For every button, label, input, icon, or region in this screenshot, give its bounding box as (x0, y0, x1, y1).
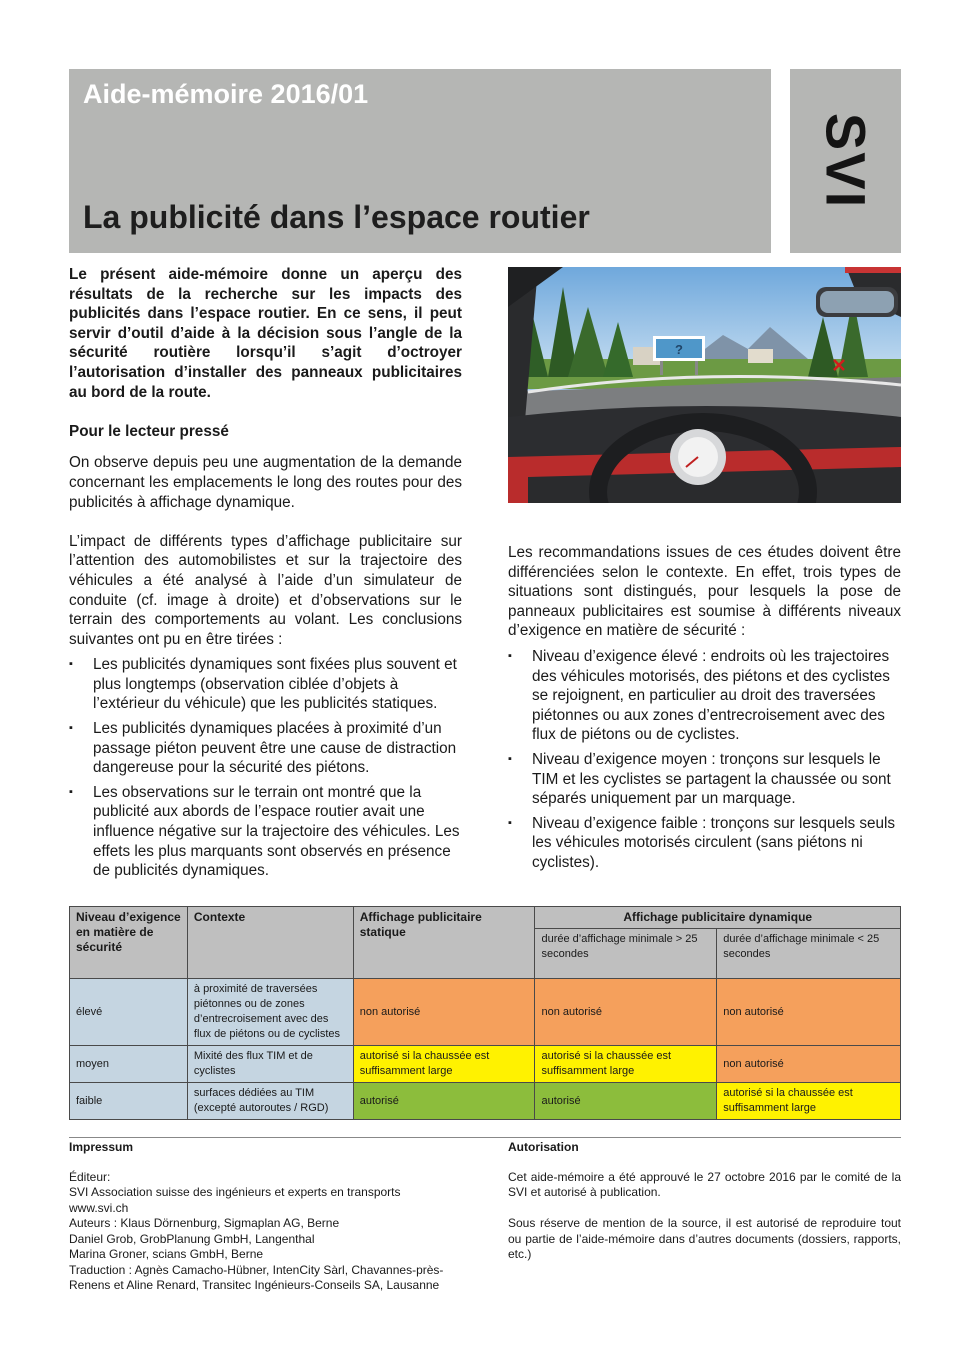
page-title: La publicité dans l’espace routier (83, 199, 590, 235)
dyn-long-cell: autorisé si la chaussée est suffisamment large (535, 1046, 717, 1083)
table-header-row (70, 907, 901, 929)
intro-paragraph: On observe depuis peu une augmentation de la demande concernant les emplacements le long des routes pour des publicités à affichage dynamique. (69, 454, 462, 511)
requirement-levels-list (508, 647, 901, 873)
impressum-section (69, 1140, 469, 1294)
right-column (508, 543, 901, 878)
header-context: Contexte (187, 907, 353, 979)
autorisation-heading: Autorisation (508, 1140, 579, 1154)
list-item: ▪ Les observations sur le terrain ont montré que la publicité aux abords de l’espace routier avait une influence négative sur la trajectoire des véhicules. Les effets les plus marquants sont observés en présence de publicités dynamiques. (69, 783, 462, 881)
svi-logo (790, 69, 901, 253)
static-cell: autorisé si la chaussée est suffisamment large (353, 1046, 535, 1083)
impressum-line: SVI Association suisse des ingénieurs et experts en transports (69, 1185, 401, 1199)
left-column (69, 265, 462, 886)
impressum-line: Auteurs : Klaus Dörnenburg, Sigmaplan AG, Berne (69, 1216, 340, 1230)
list-item: ▪ Niveau d’exigence faible : tronçons sur lesquels seuls les véhicules motorisés circulent (sans piétons ni cyclistes). (508, 814, 901, 873)
lead-paragraph: Le présent aide-mémoire donne un aperçu des résultats de la recherche sur les impacts des publicités dans l’espace routier. En ce sens, il peut servir d’outil d’aide à la décision sous l’angle de la sécurité routière lorsqu’il s’agit d’octroyer l’autorisation d’installer des panneaux publicitaires au bord de la route. (69, 266, 462, 401)
header-dyn-long: durée d’affichage minimale > 25 secondes (535, 929, 717, 979)
simulator-scene (508, 267, 901, 503)
impressum-line: Daniel Grob, GrobPlanung GmbH, Langenthal (69, 1231, 315, 1246)
impressum-line: Traduction : Agnès Camacho-Hübner, IntenCity Sàrl, Chavannes-près-Renens et Aline Renard, Transitec Ingénieurs-Conseils SA, Lausanne (69, 1262, 444, 1292)
table-row (70, 1046, 901, 1083)
conclusions-list (69, 655, 462, 881)
autorisation-paragraph: Sous réserve de mention de la source, il est autorisé de reproduire tout ou partie de l’aide-mémoire dans d’autres documents (dossiers, rapports, etc.) (508, 1216, 901, 1261)
level-cell: élevé (70, 979, 188, 1046)
advertising-rules-table (69, 906, 901, 1120)
header-static: Affichage publicitaire statique (353, 907, 535, 979)
divider (69, 1137, 901, 1138)
header-banner (69, 69, 771, 253)
table-row (70, 979, 901, 1046)
static-cell: autorisé (353, 1083, 535, 1120)
header-dynamic: Affichage publicitaire dynamique (535, 907, 901, 929)
table-row (70, 1083, 901, 1120)
dyn-long-cell: non autorisé (535, 979, 717, 1046)
dyn-short-cell: non autorisé (717, 979, 901, 1046)
context-cell: surfaces dédiées au TIM (excepté autoroutes / RGD) (187, 1083, 353, 1120)
dyn-short-cell: non autorisé (717, 1046, 901, 1083)
dyn-short-cell: autorisé si la chaussée est suffisamment large (717, 1083, 901, 1120)
driving-simulator-image (508, 267, 901, 503)
context-cell: à proximité de traversées piétonnes ou de zones d’entrecroisement avec des flux de piétons ou de cyclistes (187, 979, 353, 1046)
autorisation-paragraph: Cet aide-mémoire a été approuvé le 27 octobre 2016 par le comité de la SVI et autorisé à publication. (508, 1169, 901, 1199)
list-item: ▪ Les publicités dynamiques placées à proximité d’un passage piéton peuvent être une cause de distraction dangereuse pour la sécurité des piétons. (69, 719, 462, 778)
section-heading: Pour le lecteur pressé (69, 422, 229, 440)
impressum-heading: Impressum (69, 1140, 134, 1154)
document-subtitle: Aide-mémoire 2016/01 (83, 79, 369, 109)
recommendations-paragraph: Les recommandations issues de ces études doivent être différenciées selon le contexte. En effet, trois types de situations sont distingués, pour lesquels la pose de panneaux publicitaires est soumise à différents niveaux d’exigence en matière de sécurité : (508, 544, 901, 640)
header-dyn-short: durée d’affichage minimale < 25 secondes (717, 929, 901, 979)
impressum-line: Éditeur: (69, 1169, 111, 1184)
logo-text: SVI (814, 112, 877, 210)
list-item: ▪ Niveau d’exigence élevé : endroits où les trajectoires des véhicules motorisés, des piétons et des cyclistes se rejoignent, en particulier au droit des traversées piétonnes ou aux zones d’entrecroisement avec des flux de piétons ou de cyclistes. (508, 647, 901, 745)
level-cell: faible (70, 1083, 188, 1120)
autorisation-section (508, 1140, 901, 1278)
billboard-sign: ? (675, 342, 683, 357)
impressum-link[interactable]: www.svi.ch (69, 1200, 129, 1215)
static-cell: non autorisé (353, 979, 535, 1046)
study-paragraph: L’impact de différents types d’affichage publicitaire sur l’attention des automobilistes et sur la trajectoire des véhicules a été analysé à l’aide d’un simulateur de conduite (cf. image à droite) et d’observations sur le terrain des comportements au volant. Les conclusions suivantes ont pu en être tirées : (69, 532, 462, 648)
context-cell: Mixité des flux TIM et de cyclistes (187, 1046, 353, 1083)
dyn-long-cell: autorisé (535, 1083, 717, 1120)
list-item: ▪ Niveau d’exigence moyen : tronçons sur lesquels le TIM et les cyclistes se partagent la chaussée ou sont séparés uniquement par un marquage. (508, 750, 901, 809)
list-item: ▪ Les publicités dynamiques sont fixées plus souvent et plus longtemps (observation ciblée d’objets à l’extérieur du véhicule) que les publicités statiques. (69, 655, 462, 714)
level-cell: moyen (70, 1046, 188, 1083)
impressum-line: Marina Groner, scians GmbH, Berne (69, 1247, 264, 1261)
header-level: Niveau d’exigence en matière de sécurité (70, 907, 188, 979)
